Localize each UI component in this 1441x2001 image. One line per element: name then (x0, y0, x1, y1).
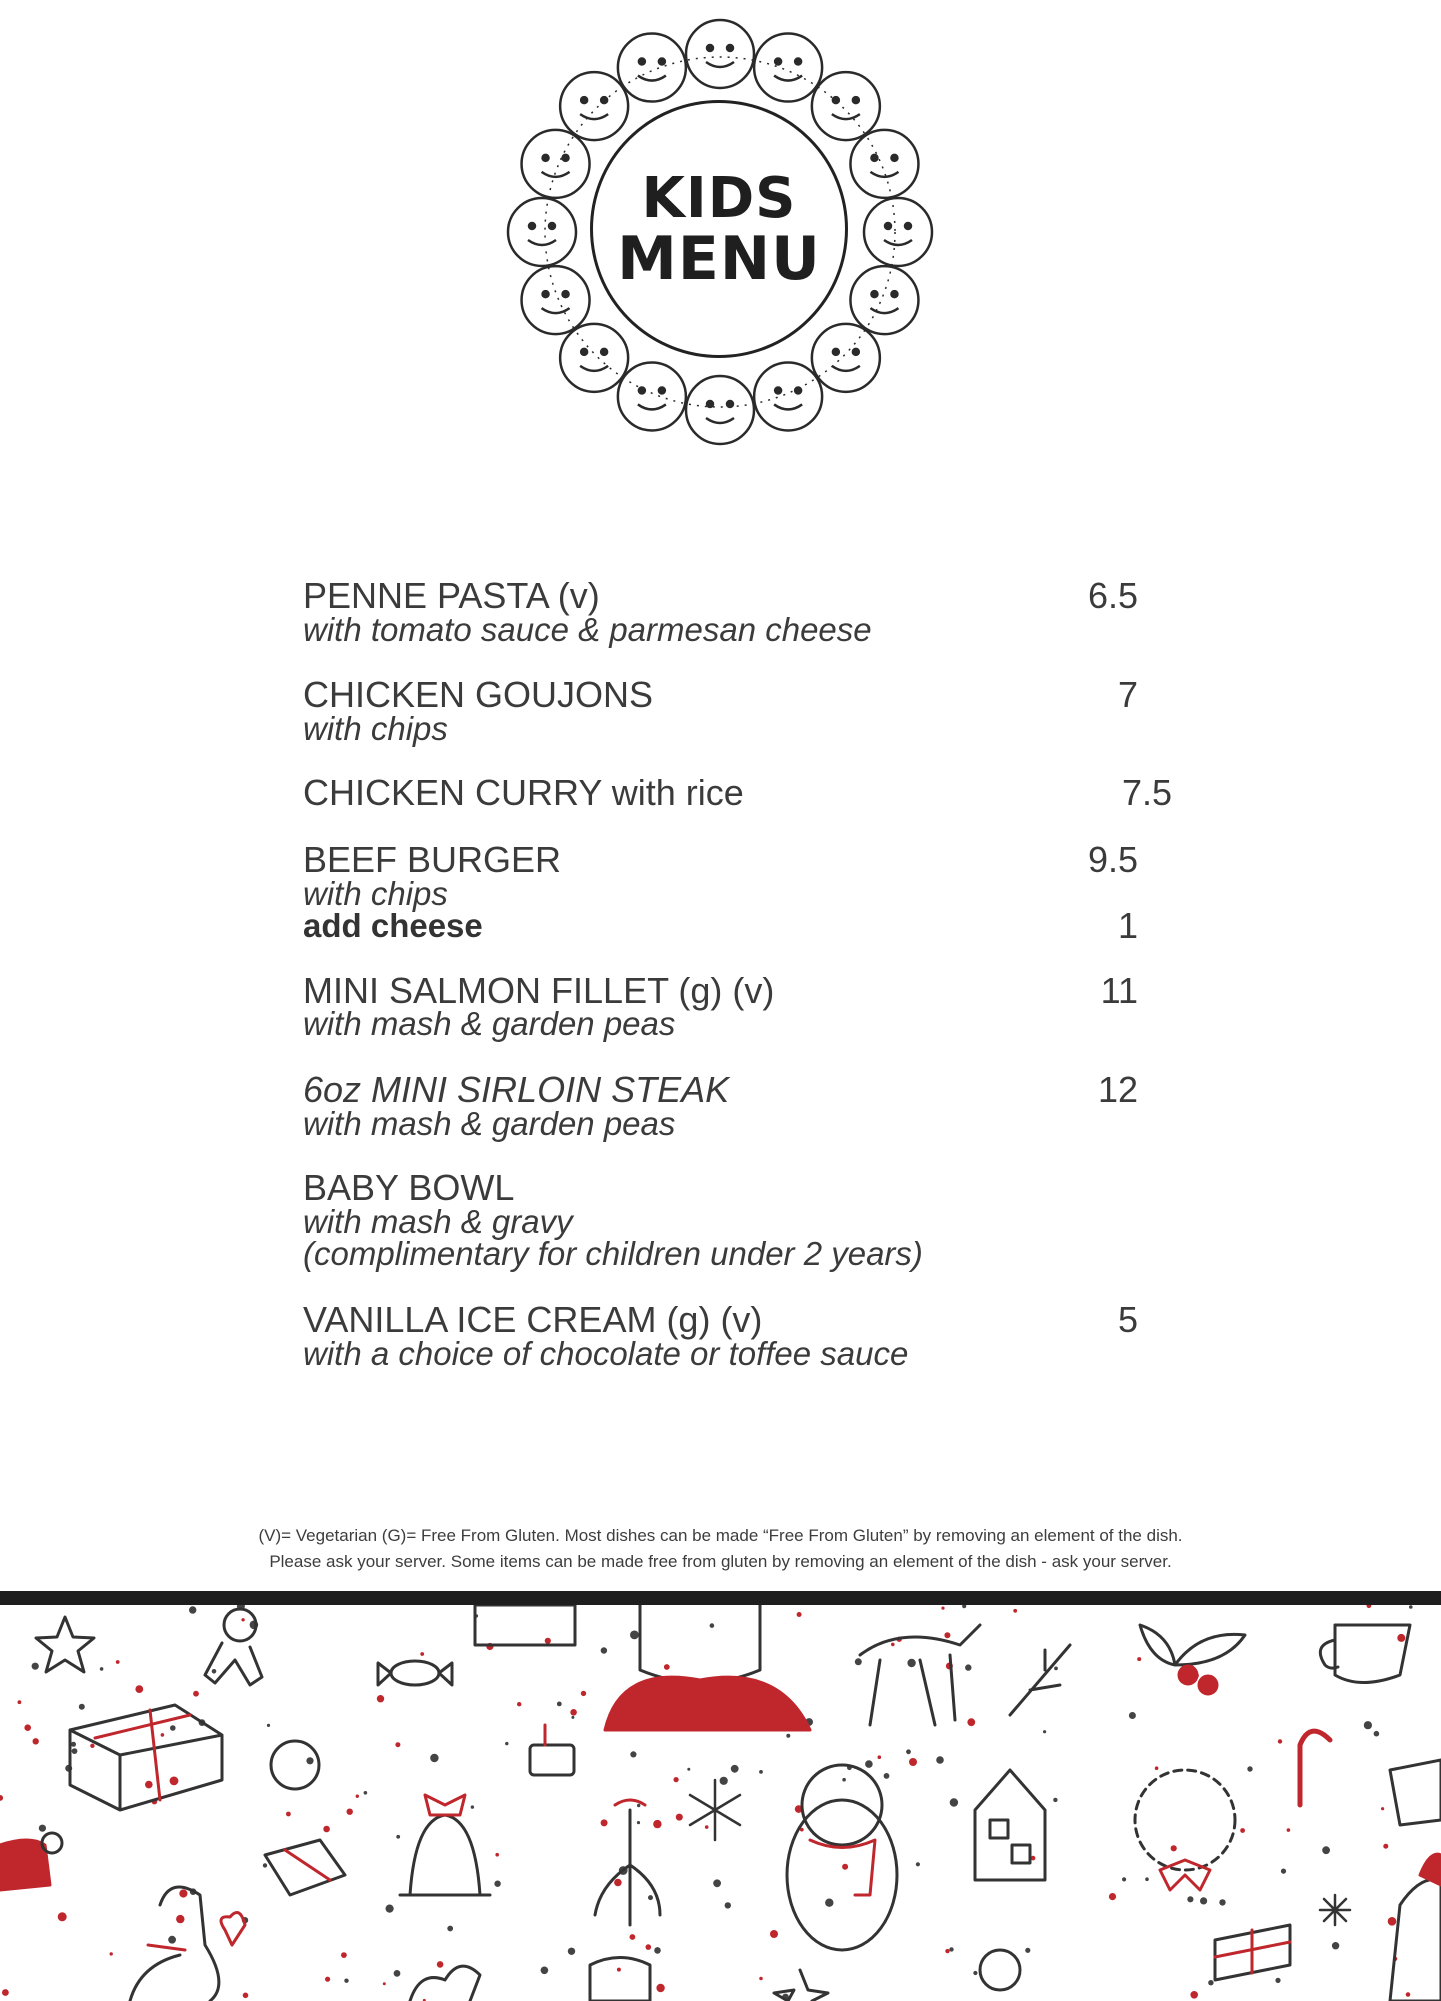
christmas-pattern (0, 1605, 1441, 2001)
candy-icon (378, 1661, 452, 1685)
gingerbread-icon (205, 1609, 262, 1685)
item-name-suffix: with rice (601, 772, 744, 813)
footnote-line-1: (V)= Vegetarian (G)= Free From Gluten. Most dishes can be made “Free From Gluten” by removing an element of the dish. (258, 1526, 1183, 1545)
doodle-head (850, 266, 918, 334)
item-desc: with tomato sauce & parmesan cheese (303, 611, 872, 648)
snowflake-icon (690, 1780, 740, 1840)
item-desc: with mash & gravy (303, 1203, 573, 1240)
item-name: VANILLA ICE CREAM (g) (v) (303, 1299, 763, 1340)
footnote-line-2: Please ask your server. Some items can be made free from gluten by removing an element of the dish - ask your server. (269, 1552, 1172, 1571)
doodle-head (618, 34, 686, 102)
bell-icon (400, 1815, 490, 1895)
item-extra-price: 1 (1117, 905, 1138, 946)
item-desc: with mash & garden peas (303, 1005, 676, 1042)
item-price: 7 (1117, 674, 1138, 715)
doodle-head (812, 72, 880, 140)
item-desc: with mash & garden peas (303, 1105, 676, 1142)
santa-icon (640, 1605, 760, 1683)
doodle-head (850, 130, 918, 198)
item-name: 6oz MINI SIRLOIN STEAK (303, 1069, 730, 1110)
wreath-icon (1135, 1770, 1235, 1870)
item-name: PENNE PASTA (v) (303, 575, 600, 616)
item-desc-note: (complimentary for children under 2 years) (303, 1235, 923, 1272)
penguin-icon (787, 1765, 897, 1950)
star-icon (36, 1617, 94, 1672)
doodle-head (686, 20, 754, 88)
item-price: 12 (1097, 1069, 1138, 1110)
item-price: 11 (1100, 970, 1138, 1011)
reindeer-icon (860, 1625, 980, 1725)
cookie-icon (271, 1741, 319, 1789)
doodle-head (508, 198, 576, 266)
mistletoe-icon (595, 1810, 660, 1925)
holly-icon (1140, 1625, 1245, 1665)
item-price: 6.5 (1087, 575, 1138, 616)
doodle-head (618, 362, 686, 430)
item-name: MINI SALMON FILLET (g) (v) (303, 970, 775, 1011)
small-gift-icon (265, 1840, 345, 1895)
item-price: 5 (1117, 1299, 1138, 1340)
gift-icon (475, 1605, 575, 1645)
doodle-head (522, 130, 590, 198)
item-price: 9.5 (1087, 839, 1138, 880)
doodle-head (754, 34, 822, 102)
title-line-1: KIDS (641, 166, 797, 231)
house-icon (975, 1770, 1045, 1880)
mug-icon (1320, 1625, 1410, 1683)
item-desc: with chips (303, 875, 448, 912)
item-name: CHICKEN GOUJONS (303, 674, 654, 715)
doodle-head (864, 198, 932, 266)
item-name: CHICKEN CURRY (303, 772, 602, 813)
doodle-head (560, 324, 628, 392)
item-desc: with chips (303, 710, 448, 747)
divider-bar (0, 1591, 1441, 1605)
candle-icon (530, 1725, 574, 1775)
twig-icon (1010, 1645, 1070, 1715)
doodle-head (754, 362, 822, 430)
candy-cane-icon (1300, 1731, 1330, 1805)
item-name: BEEF BURGER (303, 839, 562, 880)
heart-icon (221, 1913, 245, 1946)
doodle-head (560, 72, 628, 140)
item-extra: add cheese (303, 907, 483, 944)
item-price: 7.5 (1121, 772, 1172, 813)
title-line-2: MENU (617, 224, 821, 294)
title-badge (590, 100, 848, 358)
deer-icon (130, 1887, 219, 2001)
item-desc: with a choice of chocolate or toffee sauce (303, 1335, 909, 1372)
doodle-head (522, 266, 590, 334)
gift-box-icon (70, 1705, 222, 1810)
doodle-head (812, 324, 880, 392)
item-name: BABY BOWL (303, 1167, 515, 1208)
envelope-icon (1390, 1760, 1441, 1825)
item-name-row (303, 773, 744, 813)
doodle-head (686, 376, 754, 444)
